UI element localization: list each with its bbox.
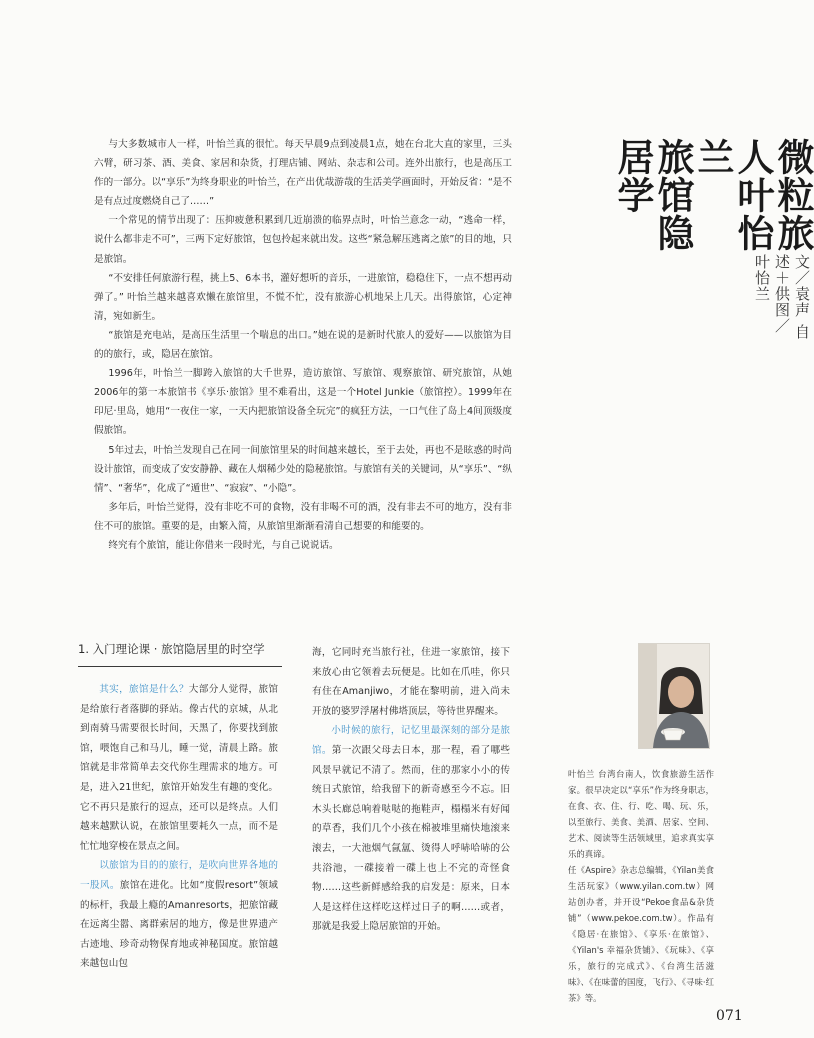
section-paragraph [312, 721, 510, 937]
section-column-2 [312, 643, 510, 937]
intro-paragraph: 5年过去，叶怡兰发现自己在同一间旅馆里呆的时间越来越长，至于去处，再也不是眩惑的时尚设计旅馆，而变成了安安静静、藏在人烟稀少处的隐秘旅馆。与旅馆有关的关键词，从“享乐”、“纵情”、“奢华”，化成了“遁世”、“寂寂”、“小隐”。 [94, 444, 512, 494]
bio-paragraph: 叶怡兰 台湾台南人，饮食旅游生活作家。很早决定以“享乐”作为终身职志，在食、衣、住、行、吃、喝、玩、乐，以至旅行、美食、美酒、居家、空间、艺术、阅读等生活领域里，追求真实享乐的真谛。 [568, 769, 714, 859]
section-paragraph [80, 680, 278, 856]
intro-text [94, 135, 512, 555]
section-paragraph [80, 856, 278, 974]
author-bio [568, 766, 714, 1006]
intro-paragraph: 终究有个旅馆，能让你借来一段时光，与自己说说话。 [108, 539, 339, 551]
intro-paragraph: 一个常见的情节出现了：压抑疲惫积累到几近崩溃的临界点时，叶怡兰意念一动，“逃命一样，说什么都非走不可”，三两下定好旅馆，包包拎起来就出发。这些“紧急解压逃离之旅”的目的地，只是旅馆。 [94, 215, 512, 265]
highlight-lead: 小时候的旅行，记忆里最深刻的部分是旅馆。 [312, 725, 510, 756]
article-title-line-2: 旅馆隐居学 [611, 138, 694, 252]
article-byline: 文／袁声 自述＋供图／叶怡兰 [753, 254, 811, 341]
intro-paragraph: “旅馆是充电站，是高压生活里一个喘息的出口。”她在说的是新时代旅人的爱好——以旅馆为目的的旅行，或，隐居在旅馆。 [94, 329, 512, 361]
paragraph-body: 大部分人觉得，旅馆是给旅行者落脚的驿站。像古代的京城，从北到南骑马需要很长时间，天黑了，你要找到旅馆，喂饱自己和马儿，睡一觉，清晨上路。旅馆就是非常简单去交代你生理需求的地方。可是，进入21世纪，旅馆开始发生有趣的变化。它不再只是旅行的逗点，还可以是终点。人们越来越默认说，在旅馆里要耗久一点，而不是忙忙地穿梭在景点之间。 [80, 684, 279, 852]
article-title-block [606, 138, 812, 348]
article-title [612, 138, 812, 254]
intro-paragraph: 与大多数城市人一样，叶怡兰真的很忙。每天早晨9点到凌晨1点，她在台北大直的家里，三头六臂，研习茶、酒、美食、家居和杂货，打理店铺、网站、杂志和公司。连外出旅行，也是高压工作的一部分。以“享乐”为终身职业的叶怡兰，在产出优哉游哉的生活美学画面时，开始反省：“是不是有点过度燃烧自己了……” [94, 139, 512, 208]
section-heading: 1. 入门理论课 · 旅馆隐居里的时空学 [78, 641, 282, 667]
article-title-line-1: 微粒旅人叶怡兰 [691, 138, 814, 252]
paragraph-body: 第一次跟父母去日本，那一程，看了哪些风景早就记不清了。然而，住的那家小小的传统日式旅馆，给我留下的新奇感至今不忘。旧木头长廊总响着哒哒的拖鞋声，榻榻米有好闻的草香，我们几个小孩在棉被堆里痛快地滚来滚去，一大池烟气氤氲、烫得人呼哧哈哧的公共浴池，一碟接着一碟上也上不完的奇怪食物……这些新鲜感给我的启发是：原来，日本人是这样住这样吃这样过日子的啊……或者，那就是我爱上隐居旅馆的开始。 [312, 744, 511, 933]
bio-paragraph: 任《Aspire》杂志总编辑，《Yilan美食生活玩家》（www.yilan.com.tw）网站创办者，并开设“Pekoe食品&杂货铺”（www.pekoe.com.tw）。作品有《隐居·在旅馆》、《享乐·在旅馆》、《Yilan's 幸福杂货铺》、《玩味》、《享乐，旅行的完成式》、《台湾生活滋味》、《在味蕾的国度，飞行》、《寻味·红茶》等。 [568, 865, 714, 1003]
highlight-lead: 以旅馆为目的的旅行，是吹向世界各地的一股风。 [80, 860, 278, 891]
section-paragraph: 海，它同时充当旅行社，住进一家旅馆，接下来放心由它领着去玩便是。比如在爪哇，你只有住在Amanjiwo，才能在黎明前，进入尚未开放的婆罗浮屠村佛塔顶层，等待世界醒来。 [312, 647, 510, 717]
intro-paragraph: 多年后，叶怡兰觉得，没有非吃不可的食物，没有非喝不可的酒，没有非去不可的地方，没有非住不可的旅馆。重要的是，由繁入简，从旅馆里渐渐看清自己想要的和能要的。 [94, 501, 512, 532]
intro-paragraph: “不安排任何旅游行程，挑上5、6本书，灌好想听的音乐，一进旅馆，稳稳住下，一点不想再动弹了。” 叶怡兰越来越喜欢懒在旅馆里，不慌不忙，没有旅游心机地呆上几天。出得旅馆，心定神清，宛如新生。 [94, 272, 512, 322]
page-number: 071 [716, 1008, 743, 1024]
paragraph-body: 旅馆在进化。比如“度假resort”领域的标杆，我最上瘾的Amanresorts，把旅馆藏在远离尘嚣、离群索居的地方，像是世界遗产古迹地、珍奇动物保育地或神秘国度。旅馆越来越包山包 [80, 879, 279, 970]
author-photo [638, 643, 710, 749]
section-column-1 [80, 680, 278, 974]
highlight-lead: 其实，旅馆是什么？ [99, 684, 189, 695]
intro-paragraph: 1996年，叶怡兰一脚跨入旅馆的大千世界，造访旅馆、写旅馆、观察旅馆、研究旅馆，从她2006年的第一本旅馆书《享乐·旅馆》里不难看出，这是一个Hotel Junkie（旅馆控）。1999年在印尼·里岛，她用“一夜住一家，一天内把旅馆设备全玩完”的疯狂方法，一口气住了岛上4间顶级度假旅馆。 [94, 368, 512, 437]
